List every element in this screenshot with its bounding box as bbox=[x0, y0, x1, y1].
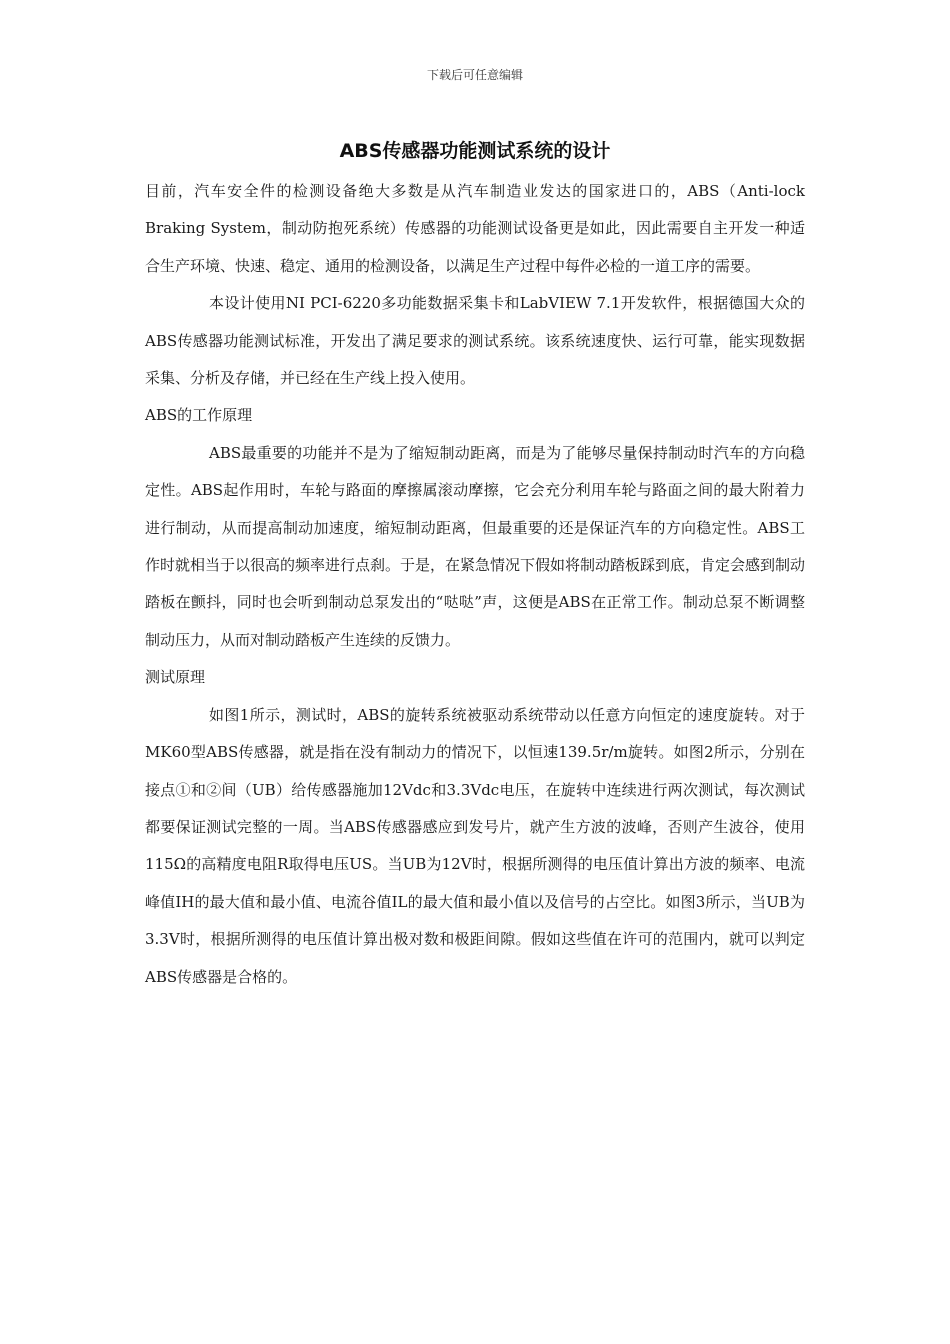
document-body bbox=[145, 173, 805, 996]
intro-paragraph-2: 本设计使用NI PCI-6220多功能数据采集卡和LabVIEW 7.1开发软件，根据德国大众的ABS传感器功能测试标准，开发出了满足要求的测试系统。该系统速度快、运行可靠，能实现数据采集、分析及存储，并已经在生产线上投入使用。 bbox=[145, 294, 805, 388]
section-heading-abs-principle: ABS的工作原理 bbox=[145, 406, 253, 425]
page-header-note: 下载后可任意编辑 bbox=[426, 68, 523, 82]
document-title: ABS传感器功能测试系统的设计 bbox=[339, 140, 611, 162]
intro-paragraph-1: 目前，汽车安全件的检测设备绝大多数是从汽车制造业发达的国家进口的，ABS（Anti-lock Braking System，制动防抱死系统）传感器的功能测试设备更是如此，因此需要自主开发一种适合生产环境、快速、稳定、通用的检测设备，以满足生产过程中每件必检的一道工序的需要。 bbox=[145, 182, 805, 275]
section-paragraph-test-principle: 如图1所示，测试时，ABS的旋转系统被驱动系统带动以任意方向恒定的速度旋转。对于MK60型ABS传感器，就是指在没有制动力的情况下，以恒速139.5r/m旋转。如图2所示，分别在接点①和②间（UB）给传感器施加12Vdc和3.3Vdc电压，在旋转中连续进行两次测试，每次测试都要保证测试完整的一周。当ABS传感器感应到发号片，就产生方波的波峰，否则产生波谷，使用115Ω的高精度电阻R取得电压US。当UB为12V时，根据所测得的电压值计算出方波的频率、电流峰值IH的最大值和最小值、电流谷值IL的最大值和最小值以及信号的占空比。如图3所示，当UB为3.3V时，根据所测得的电压值计算出极对数和极距间隙。假如这些值在许可的范围内，就可以判定ABS传感器是合格的。 bbox=[145, 705, 805, 986]
section-heading-test-principle: 测试原理 bbox=[145, 668, 206, 687]
section-paragraph-abs-principle: ABS最重要的功能并不是为了缩短制动距离，而是为了能够尽量保持制动时汽车的方向稳定性。ABS起作用时，车轮与路面的摩擦属滚动摩擦，它会充分利用车轮与路面之间的最大附着力进行制动，从而提高制动加速度，缩短制动距离，但最重要的还是保证汽车的方向稳定性。ABS工作时就相当于以很高的频率进行点刹。于是，在紧急情况下假如将制动踏板踩到底，肯定会感到制动踏板在颤抖，同时也会听到制动总泵发出的“哒哒”声，这便是ABS在正常工作。制动总泵不断调整制动压力，从而对制动踏板产生连续的反馈力。 bbox=[145, 443, 806, 649]
